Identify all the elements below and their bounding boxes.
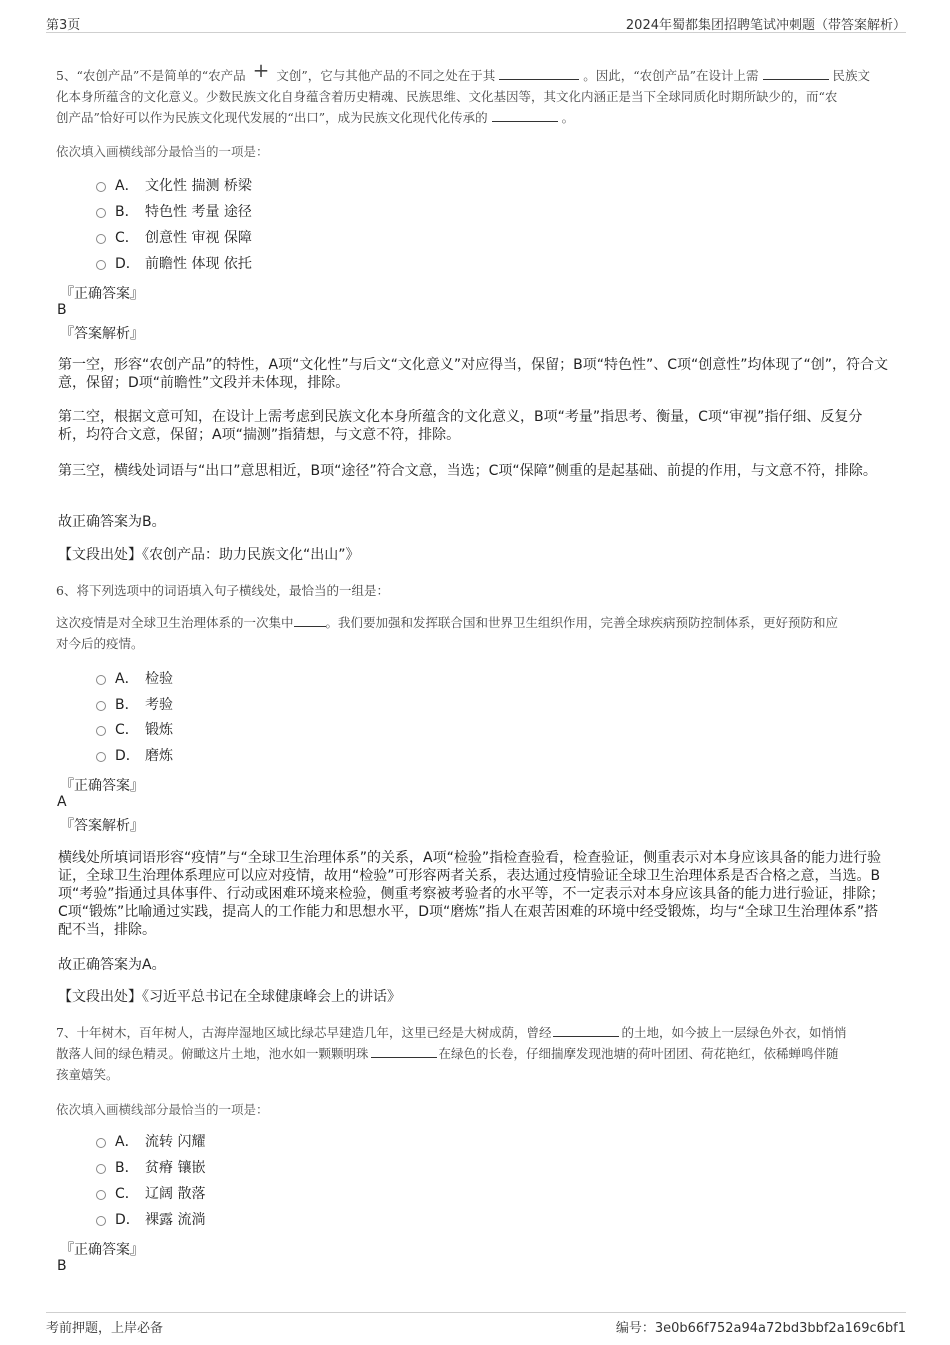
q5-analysis-p2: 第二空，根据文意可知，在设计上需考虑到民族文化本身所蕴含的文化意义，B项“考量”指思考、衡量，C项“审视”指仔细、反复分析，均符合文意，保留；A项“揣测”指猜想，与文意不符，排除。: [58, 409, 863, 443]
q5-option-b[interactable]: B． 特色性 考量 途径: [96, 202, 252, 222]
q7-option-b[interactable]: B． 贫瘠 镶嵌: [96, 1158, 205, 1178]
radio-button[interactable]: [96, 675, 106, 685]
q5-stem-part: 创产品”恰好可以作为民族文化现代发展的“出口”，成为民族文化现代化传承的: [56, 110, 488, 125]
q5-stem-part: 民族文: [832, 68, 871, 83]
radio-button[interactable]: [96, 208, 106, 218]
q6-passage: 这次疫情是对全球卫生治理体系的一次集中 。我们要加强和发挥联合国和世界卫生组织作用，完善全球疾病预防控制体系，更好预防和应 对今后的疫情。: [56, 615, 839, 651]
q5-analysis-label: 『答案解析』: [60, 326, 144, 342]
q5-analysis-p3: 第三空，横线处词语与“出口”意思相近，B项“途径”符合文意，当选；C项“保障”侧重的是起基础、前提的作用，与文意不符，排除。: [58, 463, 877, 479]
question-6-stem: 6、将下列选项中的词语填入句子横线处，最恰当的一组是：: [56, 583, 389, 598]
fill-blank: [763, 67, 829, 80]
fill-blank: [371, 1045, 437, 1058]
q6-option-a[interactable]: A． 检验: [96, 669, 173, 689]
q6-source: 【文段出处】《习近平总书记在全球健康峰会上的讲话》: [58, 989, 401, 1005]
q5-source: 【文段出处】《农创产品：助力民族文化“出山”》: [58, 547, 360, 563]
q5-option-a[interactable]: A． 文化性 揣测 桥梁: [96, 176, 252, 196]
q6-answer: A: [57, 794, 67, 810]
q5-analysis-conclusion: 故正确答案为B。: [58, 514, 166, 530]
q7-answer-label: 『正确答案』: [60, 1242, 144, 1258]
q6-analysis-conclusion: 故正确答案为A。: [58, 957, 166, 973]
radio-button[interactable]: [96, 260, 106, 270]
radio-button[interactable]: [96, 1190, 106, 1200]
q5-stem-part: 。因此，“农创产品”在设计上需: [583, 68, 759, 83]
page-header: [46, 12, 906, 33]
q5-option-c[interactable]: C． 创意性 审视 保障: [96, 228, 252, 248]
radio-button[interactable]: [96, 182, 106, 192]
q5-prompt: 依次填入画横线部分最恰当的一项是：: [56, 144, 269, 159]
q5-stem-line: 化本身所蕴含的文化意义。少数民族文化自身蕴含着历史精魂、民族思维、文化基因等，其文化内涵正是当下全球同质化时期所缺少的，而“农: [56, 89, 838, 104]
q7-option-d[interactable]: D． 裸露 流淌: [96, 1210, 205, 1230]
q6-option-d[interactable]: D． 磨炼: [96, 746, 173, 766]
fill-blank: [553, 1024, 619, 1037]
q5-stem-part: 文创”，它与其他产品的不同之处在于其: [276, 68, 496, 83]
radio-button[interactable]: [96, 1164, 106, 1174]
q7-option-c[interactable]: C． 辽阔 散落: [96, 1184, 205, 1204]
document-title: 2024年蜀都集团招聘笔试冲刺题（带答案解析）: [625, 18, 906, 33]
q5-plus-sign: +: [252, 58, 270, 82]
q6-analysis-p1: 横线处所填词语形容“疫情”与“全球卫生治理体系”的关系，A项“检验”指检查验看，检查验证，侧重表示对本身应该具备的能力进行验证，全球卫生治理体系理应可以应对疫情，故用“检验”可形容两者关系，表达通过疫情验证全球卫生治理体系是否合格之意，当选。B项“考验”指通过具体事件、行动或困难环境来检验，侧重考察被考验者的水平等，不一定表示对本身应该具备的能力进行验证，排除；C项“锻炼”比喻通过实践，提高人的工作能力和思想水平，D项“磨炼”指人在艰苦困难的环境中经受锻炼，均与“全球卫生治理体系”搭配不当，排除。: [58, 850, 885, 938]
q6-analysis-label: 『答案解析』: [60, 818, 144, 834]
q5-answer-label: 『正确答案』: [60, 286, 144, 302]
radio-button[interactable]: [96, 701, 106, 711]
q5-stem-part: 。: [561, 110, 575, 125]
q7-prompt: 依次填入画横线部分最恰当的一项是：: [56, 1102, 269, 1117]
q7-answer: B: [57, 1258, 67, 1274]
page-footer: [46, 1312, 906, 1337]
radio-button[interactable]: [96, 234, 106, 244]
fill-blank: [492, 109, 558, 122]
question-7-stem: 7、十年树木，百年树人，古海岸湿地区域比绿芯早建造几年，这里已经是大树成荫，曾经 的土地，如今披上一层绿色外衣，如悄悄 散落人间的绿色精灵。俯瞰这片土地，池水如一颗颗明珠 在绿色的长卷，仔细揣摩发现池塘的荷叶团团、荷花艳红，依稀蝉鸣伴随 孩童嬉笑。: [56, 1025, 847, 1082]
footer-slogan: 考前押题，上岸必备: [46, 1321, 164, 1336]
radio-button[interactable]: [96, 1216, 106, 1226]
fill-blank: [294, 614, 326, 627]
radio-button[interactable]: [96, 752, 106, 762]
q6-option-c[interactable]: C． 锻炼: [96, 720, 173, 740]
page-number: 第3页: [46, 18, 81, 33]
radio-button[interactable]: [96, 726, 106, 736]
q5-option-d[interactable]: D． 前瞻性 体现 依托: [96, 254, 252, 274]
q6-option-b[interactable]: B． 考验: [96, 695, 173, 715]
document-code: 编号：3e0b66f752a94a72bd3bbf2a169c6bf1: [615, 1321, 906, 1336]
fill-blank: [499, 67, 579, 80]
question-5-stem: [56, 58, 896, 128]
q6-answer-label: 『正确答案』: [60, 778, 144, 794]
q5-answer: B: [57, 302, 67, 318]
q5-stem-part: 5、“农创产品”不是简单的“农产品: [56, 68, 246, 83]
radio-button[interactable]: [96, 1138, 106, 1148]
q7-option-a[interactable]: A． 流转 闪耀: [96, 1132, 205, 1152]
q5-analysis-p1: 第一空，形容“农创产品”的特性，A项“文化性”与后文“文化意义”对应得当，保留；B项“特色性”、C项“创意性”均体现了“创”，符合文意，保留；D项“前瞻性”文段并未体现，排除。: [58, 357, 888, 391]
